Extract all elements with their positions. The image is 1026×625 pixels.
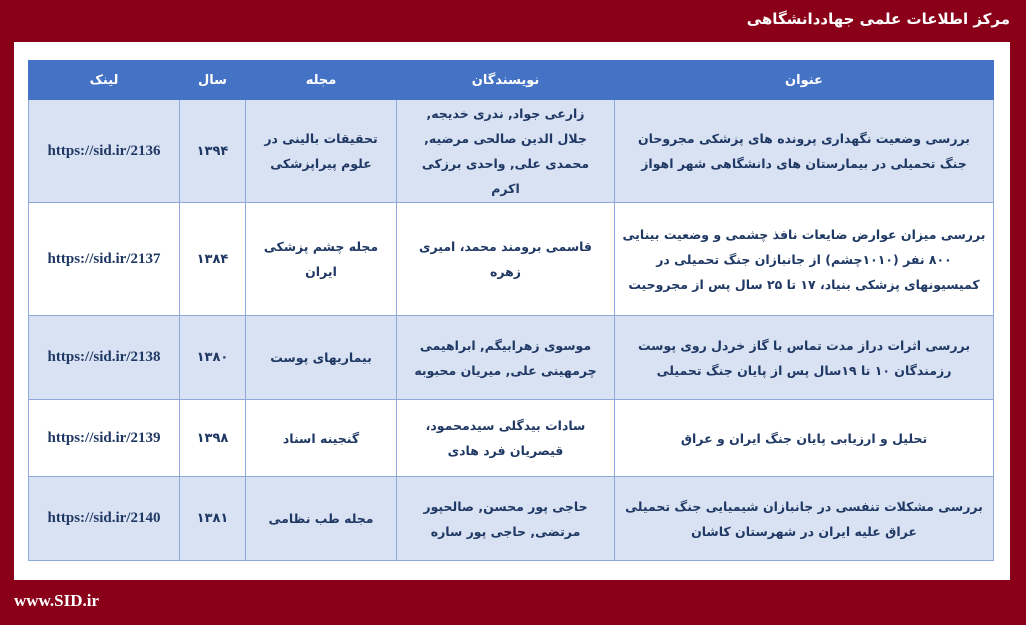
table-row (29, 477, 994, 561)
article-authors: سادات بیدگلی سیدمحمود، قیصریان فرد هادی (397, 400, 615, 477)
column-header-link: لینک (29, 61, 180, 100)
table-row (29, 316, 994, 400)
article-title: بررسی میزان عوارض ضایعات نافذ چشمی و وضعیت بینایی ۸۰۰ نفر (۱۰۱۰چشم) از جانبازان جنگ تحمیلی در کمیسیونهای پزشکی بنیاد، ۱۷ تا ۲۵ سال پس از مجروحیت (615, 203, 994, 316)
article-link[interactable]: https://sid.ir/2139 (29, 400, 180, 477)
table-header-row (29, 61, 994, 100)
column-header-authors: نویسندگان (397, 61, 615, 100)
article-title: بررسی وضعیت نگهداری پرونده های پزشکی مجروحان جنگ تحمیلی در بیمارستان های دانشگاهی شهر اهواز (615, 100, 994, 203)
article-link[interactable]: https://sid.ir/2137 (29, 203, 180, 316)
results-table (28, 60, 994, 561)
article-authors: قاسمی برومند محمد، امیری زهره (397, 203, 615, 316)
table-row (29, 203, 994, 316)
article-link[interactable]: https://sid.ir/2140 (29, 477, 180, 561)
table-row (29, 100, 994, 203)
content-panel (14, 42, 1010, 580)
column-header-title: عنوان (615, 61, 994, 100)
article-authors: زارعی جواد, ندری خدیجه, جلال الدین صالحی مرضیه, محمدی علی, واحدی برزکی اکرم (397, 100, 615, 203)
article-journal: گنجینه اسناد (246, 400, 397, 477)
article-title: بررسی اثرات دراز مدت تماس با گاز خردل روی پوست رزمندگان ۱۰ تا ۱۹سال پس از پایان جنگ تحمیلی (615, 316, 994, 400)
column-header-year: سال (180, 61, 246, 100)
article-year: ۱۳۸۰ (180, 316, 246, 400)
article-journal: مجله طب نظامی (246, 477, 397, 561)
footer-site-url[interactable]: www.SID.ir (14, 591, 100, 610)
article-link[interactable]: https://sid.ir/2138 (29, 316, 180, 400)
article-year: ۱۳۸۴ (180, 203, 246, 316)
article-authors: موسوی زهرابیگم, ابراهیمی چرمهینی علی, میریان محبوبه (397, 316, 615, 400)
article-authors: حاجی پور محسن, صالحپور مرتضی, حاجی پور ساره (397, 477, 615, 561)
article-link[interactable]: https://sid.ir/2136 (29, 100, 180, 203)
article-title: بررسی مشکلات تنفسی در جانبازان شیمیایی جنگ تحمیلی عراق علیه ایران در شهرستان کاشان (615, 477, 994, 561)
table-row (29, 400, 994, 477)
article-journal: مجله چشم پزشکی ایران (246, 203, 397, 316)
site-title: مرکز اطلاعات علمی جهاددانشگاهی (746, 10, 1010, 28)
article-journal: تحقیقات بالینی در علوم پیراپزشکی (246, 100, 397, 203)
article-year: ۱۳۸۱ (180, 477, 246, 561)
article-year: ۱۳۹۸ (180, 400, 246, 477)
column-header-journal: مجله (246, 61, 397, 100)
results-table-wrapper (28, 60, 993, 561)
article-title: تحلیل و ارزیابی پایان جنگ ایران و عراق (615, 400, 994, 477)
article-year: ۱۳۹۴ (180, 100, 246, 203)
article-journal: بیماریهای پوست (246, 316, 397, 400)
